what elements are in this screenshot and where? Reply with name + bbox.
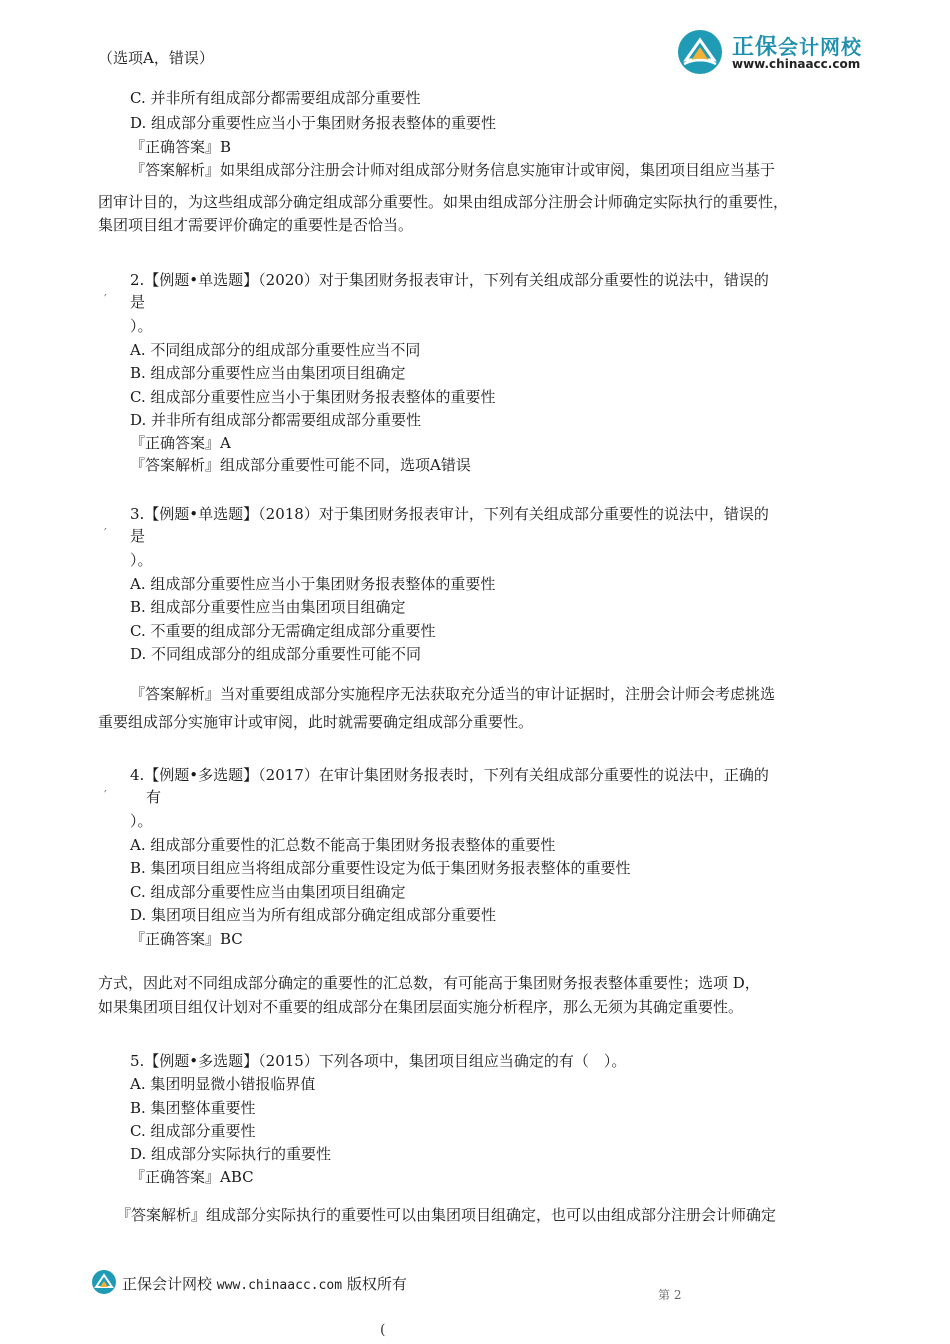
logo-name-sub: 会计网校	[778, 35, 863, 59]
q3-analysis-line1: 重要组成部分实施审计或审阅，此时就需要确定组成部分重要性。	[98, 713, 534, 731]
q2-analysis-cut-text: 『答案解析』组成部分重要性可能不同，选项A错误	[130, 456, 471, 474]
q3-option-c: C. 不重要的组成部分无需确定组成部分重要性	[130, 622, 436, 640]
q2-paren: ）。	[130, 317, 153, 335]
footer-text	[122, 1273, 407, 1294]
q2-answer: 『正确答案』A	[130, 434, 231, 452]
q5-option-b: B. 集团整体重要性	[130, 1099, 256, 1117]
q1-answer: 『正确答案』B	[130, 138, 232, 156]
q2-stem-cont: 是	[130, 293, 146, 311]
q1-analysis-cut	[130, 160, 850, 179]
footer-brand: 正保会计网校	[122, 1275, 213, 1293]
q4-option-d: D. 集团项目组应当为所有组成部分确定组成部分重要性	[130, 906, 497, 924]
logo-url: www.chinaacc.com	[732, 57, 861, 71]
q4-option-b: B. 集团项目组应当将组成部分重要性设定为低于集团财务报表整体的重要性	[130, 859, 631, 877]
q4-stem-cont: 有	[146, 788, 162, 806]
q2-tick-mark: ′	[104, 292, 107, 306]
q1-analysis-line2: 集团项目组才需要评价确定的重要性是否恰当。	[98, 216, 414, 234]
q5-analysis-cut	[116, 1205, 856, 1224]
q3-option-d: D. 不同组成部分的组成部分重要性可能不同	[130, 645, 422, 663]
q3-tick-mark: ′	[104, 526, 107, 540]
q2-option-c: C. 组成部分重要性应当小于集团财务报表整体的重要性	[130, 388, 496, 406]
q5-option-a: A. 集团明显微小错报临界值	[130, 1075, 316, 1093]
q4-answer: 『正确答案』BC	[130, 930, 243, 948]
q4-stem: 4.【例题•多选题】（2017）在审计集团财务报表时，下列有关组成部分重要性的说法中，正确的	[130, 766, 769, 784]
q3-stem: 3.【例题•单选题】（2018）对于集团财务报表审计，下列有关组成部分重要性的说法中，错误的	[130, 505, 769, 523]
q4-paren: ）。	[130, 812, 153, 830]
q3-stem-cont: 是	[130, 527, 146, 545]
q1-option-c: C. 并非所有组成部分都需要组成部分重要性	[130, 89, 421, 107]
footer-rights: 版权所有	[346, 1275, 407, 1293]
footer-url: www.chinaacc.com	[216, 1278, 343, 1293]
logo-name-main: 正保	[732, 35, 779, 60]
footer-logo-icon	[92, 1270, 116, 1294]
q1-option-d: D. 组成部分重要性应当小于集团财务报表整体的重要性	[130, 114, 497, 132]
q5-option-c: C. 组成部分重要性	[130, 1122, 256, 1140]
q1-analysis-line1: 团审计目的，为这些组成部分确定组成部分重要性。如果由组成部分注册会计师确定实际执行的重要性，	[98, 193, 789, 211]
q5-stem: 5.【例题•多选题】（2015）下列各项中，集团项目组应当确定的有（ ）。	[130, 1052, 627, 1070]
logo-emblem-icon	[678, 30, 722, 74]
brand-logo	[676, 28, 866, 76]
q2-option-b: B. 组成部分重要性应当由集团项目组确定	[130, 364, 406, 382]
footer-page-number-text: 第 2	[658, 1288, 682, 1302]
q4-analysis-line2: 如果集团项目组仅计划对不重要的组成部分在集团层面实施分析程序，那么无须为其确定重要性。	[98, 998, 744, 1016]
q3-option-a: A. 组成部分重要性应当小于集团财务报表整体的重要性	[130, 575, 496, 593]
q3-analysis-cut-text: 『答案解析』当对重要组成部分实施程序无法获取充分适当的审计证据时，注册会计师会考虑挑选	[130, 685, 776, 703]
q5-analysis-cut-text: 『答案解析』组成部分实际执行的重要性可以由集团项目组确定，也可以由组成部分注册会计师确定	[116, 1206, 777, 1224]
q2-option-a: A. 不同组成部分的组成部分重要性应当不同	[130, 341, 421, 359]
q3-option-b: B. 组成部分重要性应当由集团项目组确定	[130, 598, 406, 616]
q1-analysis-cut-text: 『答案解析』如果组成部分注册会计师对组成部分财务信息实施审计或审阅，集团项目组应当基于	[130, 161, 776, 179]
q5-option-d: D. 组成部分实际执行的重要性	[130, 1145, 332, 1163]
q3-paren: ）。	[130, 551, 153, 569]
bottom-mark: (	[380, 1322, 386, 1338]
q4-option-c: C. 组成部分重要性应当由集团项目组确定	[130, 883, 406, 901]
q2-option-d: D. 并非所有组成部分都需要组成部分重要性	[130, 411, 422, 429]
q4-option-a: A. 组成部分重要性的汇总数不能高于集团财务报表整体的重要性	[130, 836, 556, 854]
q4-analysis-line1: 方式，因此对不同组成部分确定的重要性的汇总数，有可能高于集团财务报表整体重要性；选项 D，	[98, 974, 760, 992]
q2-stem: 2.【例题•单选题】（2020）对于集团财务报表审计，下列有关组成部分重要性的说法中，错误的	[130, 271, 769, 289]
q3-analysis-cut	[130, 684, 850, 703]
footer-page-number-cut	[658, 1286, 718, 1302]
header-cut-line	[98, 49, 298, 68]
q2-analysis-cut	[130, 455, 530, 474]
q4-tick-mark: ′	[104, 788, 107, 802]
q5-answer: 『正确答案』ABC	[130, 1168, 254, 1186]
header-cut-text: （选项A，错误）	[98, 49, 214, 67]
